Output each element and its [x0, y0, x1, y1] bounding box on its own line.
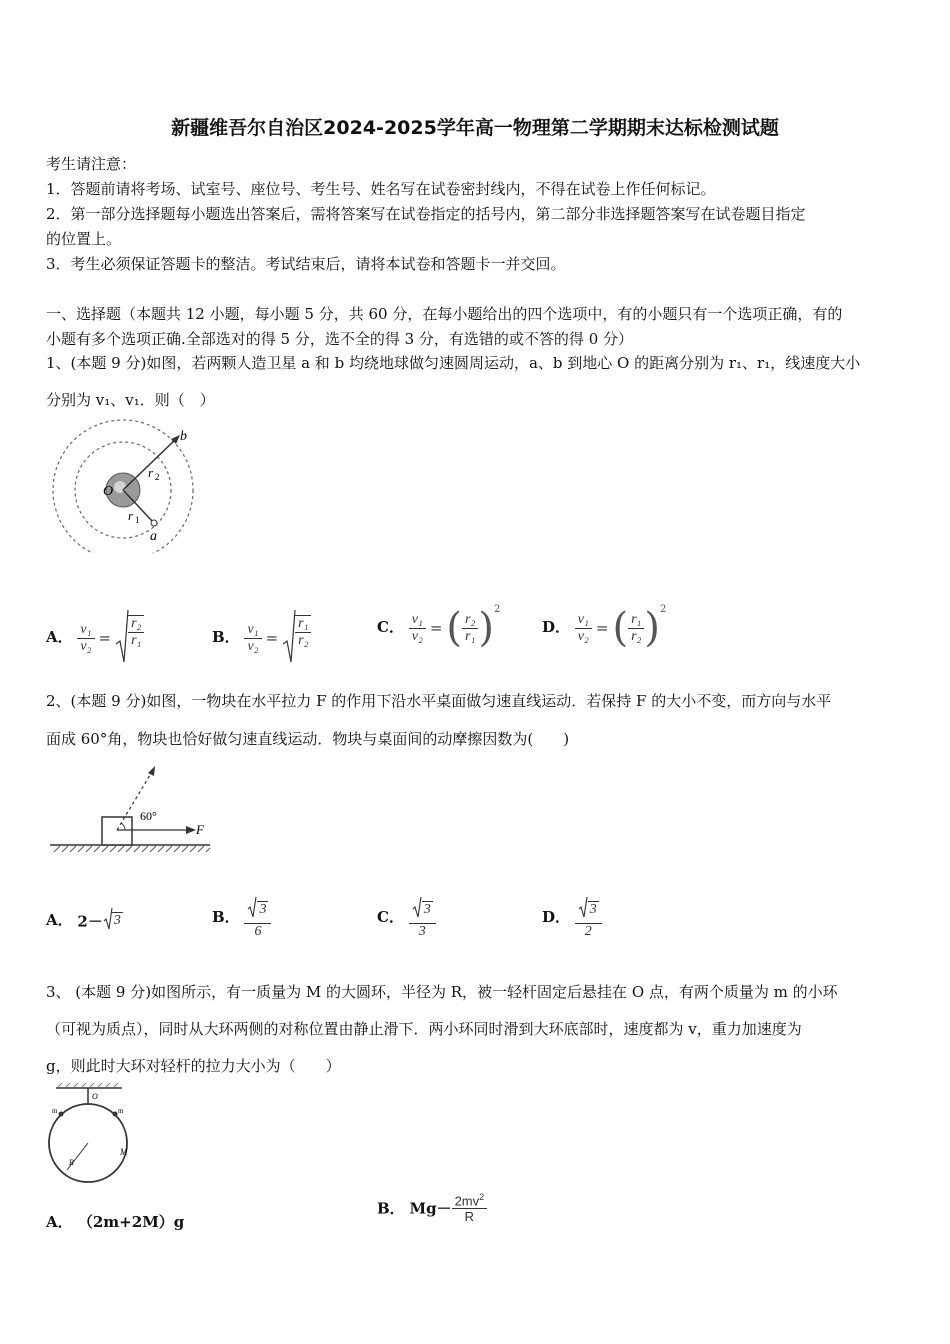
notice-item: 的位置上。 [46, 230, 122, 248]
q3-ring-figure [42, 1082, 137, 1187]
q3-stem: （可视为质点），同时从大环两侧的对称位置由静止滑下．两小环同时滑到大环底部时，速度都为 v，重力加速度为 [46, 1020, 802, 1038]
denominator: 2 [584, 924, 592, 939]
radicand: 3 [423, 901, 431, 917]
exponent: 2 [479, 1192, 485, 1202]
q3-stem: 3、 (本题 9 分)如图所示，有一质量为 M 的大圆环，半径为 R，被一轻杆固定后悬挂在 O 点，有两个质量为 m 的小环 [46, 983, 838, 1001]
q1-option-d[interactable]: D． $\frac{\text{v₁}}{\text{v₂}}$ = ( $\frac{\text{r₁}}{\text{r₂}}$ )2 [542, 604, 667, 651]
section-line: 一、选择题（本题共 12 小题，每小题 5 分，共 60 分，在每小题给出的四个选项中，有的小题只有一个选项正确，有的 [46, 305, 843, 323]
rhs-fraction: $\frac{\text{r₂}}{\text{r₁}}$ [128, 615, 144, 649]
label-r2-sub: 2 [155, 472, 160, 482]
label-o: O [103, 484, 114, 499]
notice-heading: 考生请注意： [46, 155, 137, 173]
denominator: 3 [418, 924, 426, 939]
fraction [244, 896, 271, 940]
radicand: 3 [259, 901, 267, 917]
lhs-fraction: $\frac{\text{v₁}}{\text{v₂}}$ [409, 612, 426, 645]
lhs-fraction: $\frac{\text{v₁}}{\text{v₂}}$ [244, 622, 261, 655]
label-r1-sub: 1 [135, 515, 140, 525]
numerator: 2mv [454, 1193, 480, 1209]
denominator: R [464, 1209, 475, 1225]
fraction [452, 1192, 488, 1224]
sqrt-icon [282, 608, 296, 668]
label-r2: r [148, 465, 154, 480]
q2-stem: 面成 60°角，物块也恰好做匀速直线运动．物块与桌面间的动摩擦因数为( ) [46, 730, 570, 748]
q3-option-a[interactable] [46, 1211, 184, 1232]
denominator: 6 [254, 924, 262, 939]
q2-block-figure [50, 762, 220, 857]
q1-option-a[interactable]: A． $\frac{\text{v₁}}{\text{v₂}}$ = $\frac{\text{r₂}}{\text{r₁}}$ [46, 608, 144, 668]
arrow-head-icon [148, 766, 155, 776]
page-title: 新疆维吾尔自治区2024-2025学年高一物理第二学期期末达标检测试题 [171, 117, 779, 139]
label-b: b [180, 429, 187, 444]
option-label: A． [46, 1213, 73, 1231]
radicand: 3 [589, 901, 597, 917]
option-text: （2m+2M）g [77, 1213, 185, 1231]
label-big-m: M [120, 1147, 128, 1157]
option-label: D． [542, 908, 571, 926]
q1-option-b[interactable]: B． $\frac{\text{v₁}}{\text{v₂}}$ = $\frac{\text{r₁}}{\text{r₂}}$ [212, 608, 311, 668]
radicand: 3 [113, 912, 121, 928]
fraction [409, 896, 436, 940]
q2-option-a[interactable] [46, 907, 123, 935]
q2-option-b[interactable] [212, 896, 271, 940]
label-m-left: m [52, 1107, 58, 1115]
notice-item: 2．第一部分选择题每小题选出答案后，需将答案写在试卷指定的括号内，第二部分非选择题答案写在试卷题目指定 [46, 205, 806, 223]
option-label: B． [212, 628, 240, 646]
satellite-a [151, 520, 157, 526]
lhs-fraction: $\frac{\text{v₁}}{\text{v₂}}$ [77, 622, 94, 655]
q1-orbit-figure [50, 418, 200, 553]
label-o: O [92, 1092, 98, 1101]
fraction [575, 896, 602, 940]
section-line: 小题有多个选项正确.全部选对的得 5 分，选不全的得 3 分，有选错的或不答的得 0 分） [46, 330, 634, 348]
q2-stem: 2、(本题 9 分)如图，一物块在水平拉力 F 的作用下沿水平桌面做匀速直线运动．若保持 F 的大小不变，而方向与水平 [46, 692, 832, 710]
rhs-fraction: $\frac{\text{r₁}}{\text{r₂}}$ [628, 612, 644, 645]
lhs-fraction: $\frac{\text{v₁}}{\text{v₂}}$ [575, 612, 592, 645]
q2-option-d[interactable] [542, 896, 602, 940]
option-label: B． [212, 908, 240, 926]
q3-stem: g，则此时大环对轻杆的拉力大小为（ ） [46, 1057, 341, 1075]
q1-stem: 分别为 v₁、v₁．则（ ） [46, 391, 215, 409]
option-label: C． [377, 908, 404, 926]
option-text: Mg－ [409, 1199, 452, 1218]
hatching [54, 846, 210, 852]
small-ring-right [113, 1112, 118, 1117]
option-label: B． [377, 1199, 405, 1218]
hatching [58, 1083, 118, 1087]
force-label: F [196, 822, 204, 837]
q1-option-c[interactable]: C． $\frac{\text{v₁}}{\text{v₂}}$ = ( $\frac{\text{r₂}}{\text{r₁}}$ )2 [377, 604, 501, 651]
arrow-head-icon [186, 826, 196, 834]
notice-item: 3．考生必须保证答题卡的整洁。考试结束后，请将本试卷和答题卡一并交回。 [46, 255, 566, 273]
label-r: R [69, 1158, 74, 1167]
radius-r2-line [123, 438, 177, 490]
q2-option-c[interactable] [377, 896, 436, 940]
notice-item: 1．答题前请将考场、试室号、座位号、考生号、姓名写在试卷密封线内，不得在试卷上作任何标记。 [46, 180, 716, 198]
label-r1: r [128, 508, 134, 523]
label-m-right: m [118, 1107, 124, 1115]
rhs-fraction: $\frac{\text{r₂}}{\text{r₁}}$ [462, 612, 478, 645]
angle-label: 60° [140, 809, 157, 823]
sqrt-icon [115, 608, 129, 668]
q1-stem: 1、(本题 9 分)如图，若两颗人造卫星 a 和 b 均绕地球做匀速圆周运动，a、b 到地心 O 的距离分别为 r₁、r₁，线速度大小 [46, 354, 861, 372]
q3-option-b[interactable] [377, 1192, 487, 1224]
option-label: D． [542, 618, 571, 636]
label-a: a [150, 529, 157, 544]
option-prefix: 2－ [77, 912, 103, 931]
block [102, 817, 132, 845]
rhs-fraction: $\frac{\text{r₁}}{\text{r₂}}$ [295, 615, 311, 649]
exponent: 2 [493, 604, 501, 615]
exponent: 2 [660, 604, 667, 615]
option-label: A． [46, 628, 73, 646]
option-label: C． [377, 618, 404, 636]
small-ring-left [59, 1112, 64, 1117]
option-label: A． [46, 911, 73, 929]
